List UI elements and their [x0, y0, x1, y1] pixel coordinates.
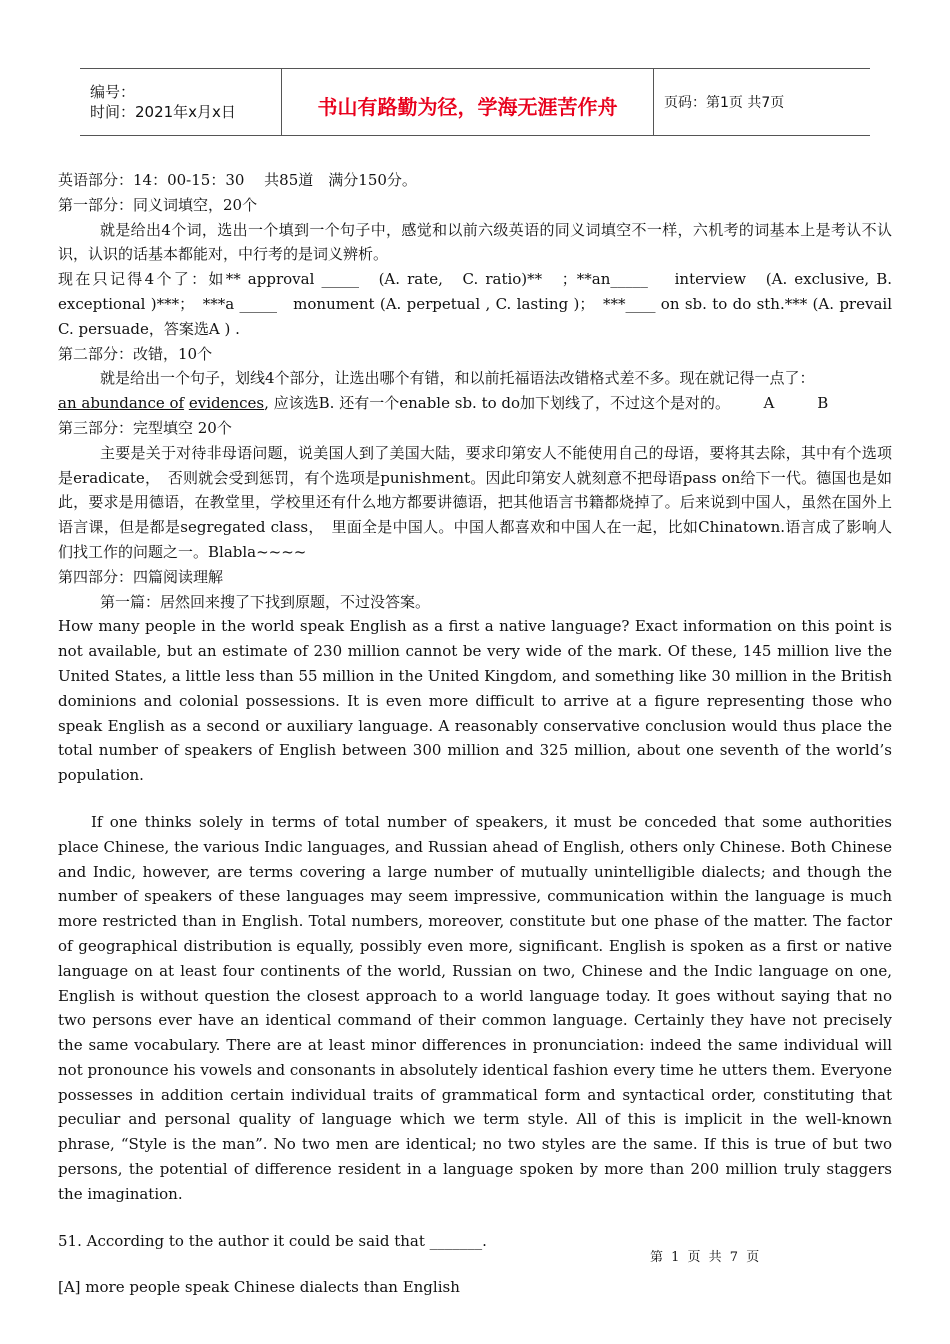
header-meta: [80, 69, 281, 135]
part3-desc: 主要是关于对待非母语问题，说美国人到了美国大陆，要求印第安人不能使用自己的母语，要将其去除，其中有个选项是eradicate， 否则就会受到惩罚，有个选项是punishment。因此印第安人就刻意不把母语pass on给下一代。德国也是如此，要求是用德语，在教堂里，学校里还有什么地方都要讲德语，把其他语言书籍都烧掉了。后来说到中国人，虽然在国外上语言课，但是都是segregated class， 里面全是中国人。中国人都喜欢和中国人在一起，比如Chinatown.语言成了影响人们找工作的问题之一。Blabla~~~~: [58, 443, 892, 561]
underlined-part-b: evidences: [188, 394, 265, 413]
part4-first-note: 第一篇：居然回来搜了下找到原题，不过没答案。: [100, 592, 431, 611]
page-footer: 第 1 页 共 7 页: [650, 1250, 762, 1265]
motto: 书山有路勤为径，学海无涯苦作舟: [317, 94, 618, 119]
passage-paragraph-2: If one thinks solely in terms of total number of speakers, it must be conceded that some authorities place Chinese, the various Indic languages, and Russian ahead of English, others only Chinese. Both Chinese and Indic, however, are terms covering a large number of mutually unintelligible dialects; and though the number of speakers of these languages may seem impressive, communication within the language is much more restricted than in English. Total numbers, moreover, constitute but one phase of the matter. The factor of geographical distribution is equally, possibly even more, significant. English is spoken as a first or native language on at least four continents of the world, Russian on two, Chinese and the Indic language on one, English is without question the closest approach to a world language today. It goes without saying that no two persons ever have an identical command of their common language. Certainly they have not precisely the same vocabulary. There are at least minor differences in pronunciation: indeed the same individual will not pronounce his vowels and consonants in absolutely identical fashion every time he utters them. Everyone possesses in addition certain individual traits of grammatical form and syntactical order, constituting that peculiar and personal quality of language which we term style. All of this is implicit in the well-known phrase, “Style is the man”. No two men are identical; no two styles are the same. If this is true of but two persons, the potential of difference resident in a language spoken by more than 200 million truly staggers the imagination.: [58, 812, 892, 1203]
part2-title: 第二部分：改错，10个: [58, 344, 213, 363]
part1-title: 第一部分：同义词填空，20个: [58, 195, 258, 214]
part2-rest: , 应该选B. 还有一个enable sb. to do加下划线了，不过这个是对的。: [264, 394, 731, 413]
document-body: [58, 168, 892, 1300]
part1-desc: 就是给出4个词，选出一个填到一个句子中，感觉和以前六级英语的同义词填空不一样，六机考的词基本上是考认不认识，认识的话基本都能对，中行考的是词义辨析。: [58, 220, 892, 264]
part4-title: 第四部分：四篇阅读理解: [58, 567, 224, 586]
header-motto-cell: [281, 69, 654, 135]
page-info: 页码：第1页 共7页: [664, 95, 785, 111]
part3-title: 第三部分：完型填空 20个: [58, 418, 232, 437]
header-page-cell: [654, 69, 870, 135]
time-label: 时间：2021年x月x日: [90, 103, 236, 121]
number-label: 编号：: [90, 83, 136, 101]
part2-desc: 就是给出一个句子，划线4个部分，让选出哪个有错，和以前托福语法改错格式差不多。现在就记得一点了：: [100, 369, 815, 388]
passage-paragraph-1: How many people in the world speak English as a first a native language? Exact information on this point is not available, but an estimate of 230 million cannot be very wide of the mark. Of these, 145 million live the United States, a little less than 55 million in the United Kingdom, and something like 30 million in the British dominions and colonial possessions. It is even more difficult to arrive at a figure representing those who speak English as a second or auxiliary language. A reasonably conservative conclusion would thus place the total number of speakers of English between 300 million and 325 million, about one seventh of the world’s population.: [58, 617, 892, 785]
underlined-part-a: an abundance of: [58, 394, 185, 413]
question-51: 51. According to the author it could be said that _______.: [58, 1231, 487, 1250]
option-mark-b: B: [817, 394, 829, 413]
part1-examples: 现在只记得4个了：如** approval _____ (A. rate, C. ratio)** ；**an_____ interview (A. exclusive, B. exceptional )***； ***a _____ monument (A. perpetual , C. lasting )； ***____ on sb. to do sth.*** (A. prevail C. persuade，答案选A ) .: [58, 270, 892, 338]
option-mark-a: A: [763, 394, 775, 413]
part2-example: [58, 391, 892, 416]
intro-line: 英语部分：14：00-15：30 共85道 满分150分。: [58, 171, 417, 189]
question-51-option-a: [A] more people speak Chinese dialects than English: [58, 1278, 460, 1297]
page-header: [80, 68, 870, 136]
